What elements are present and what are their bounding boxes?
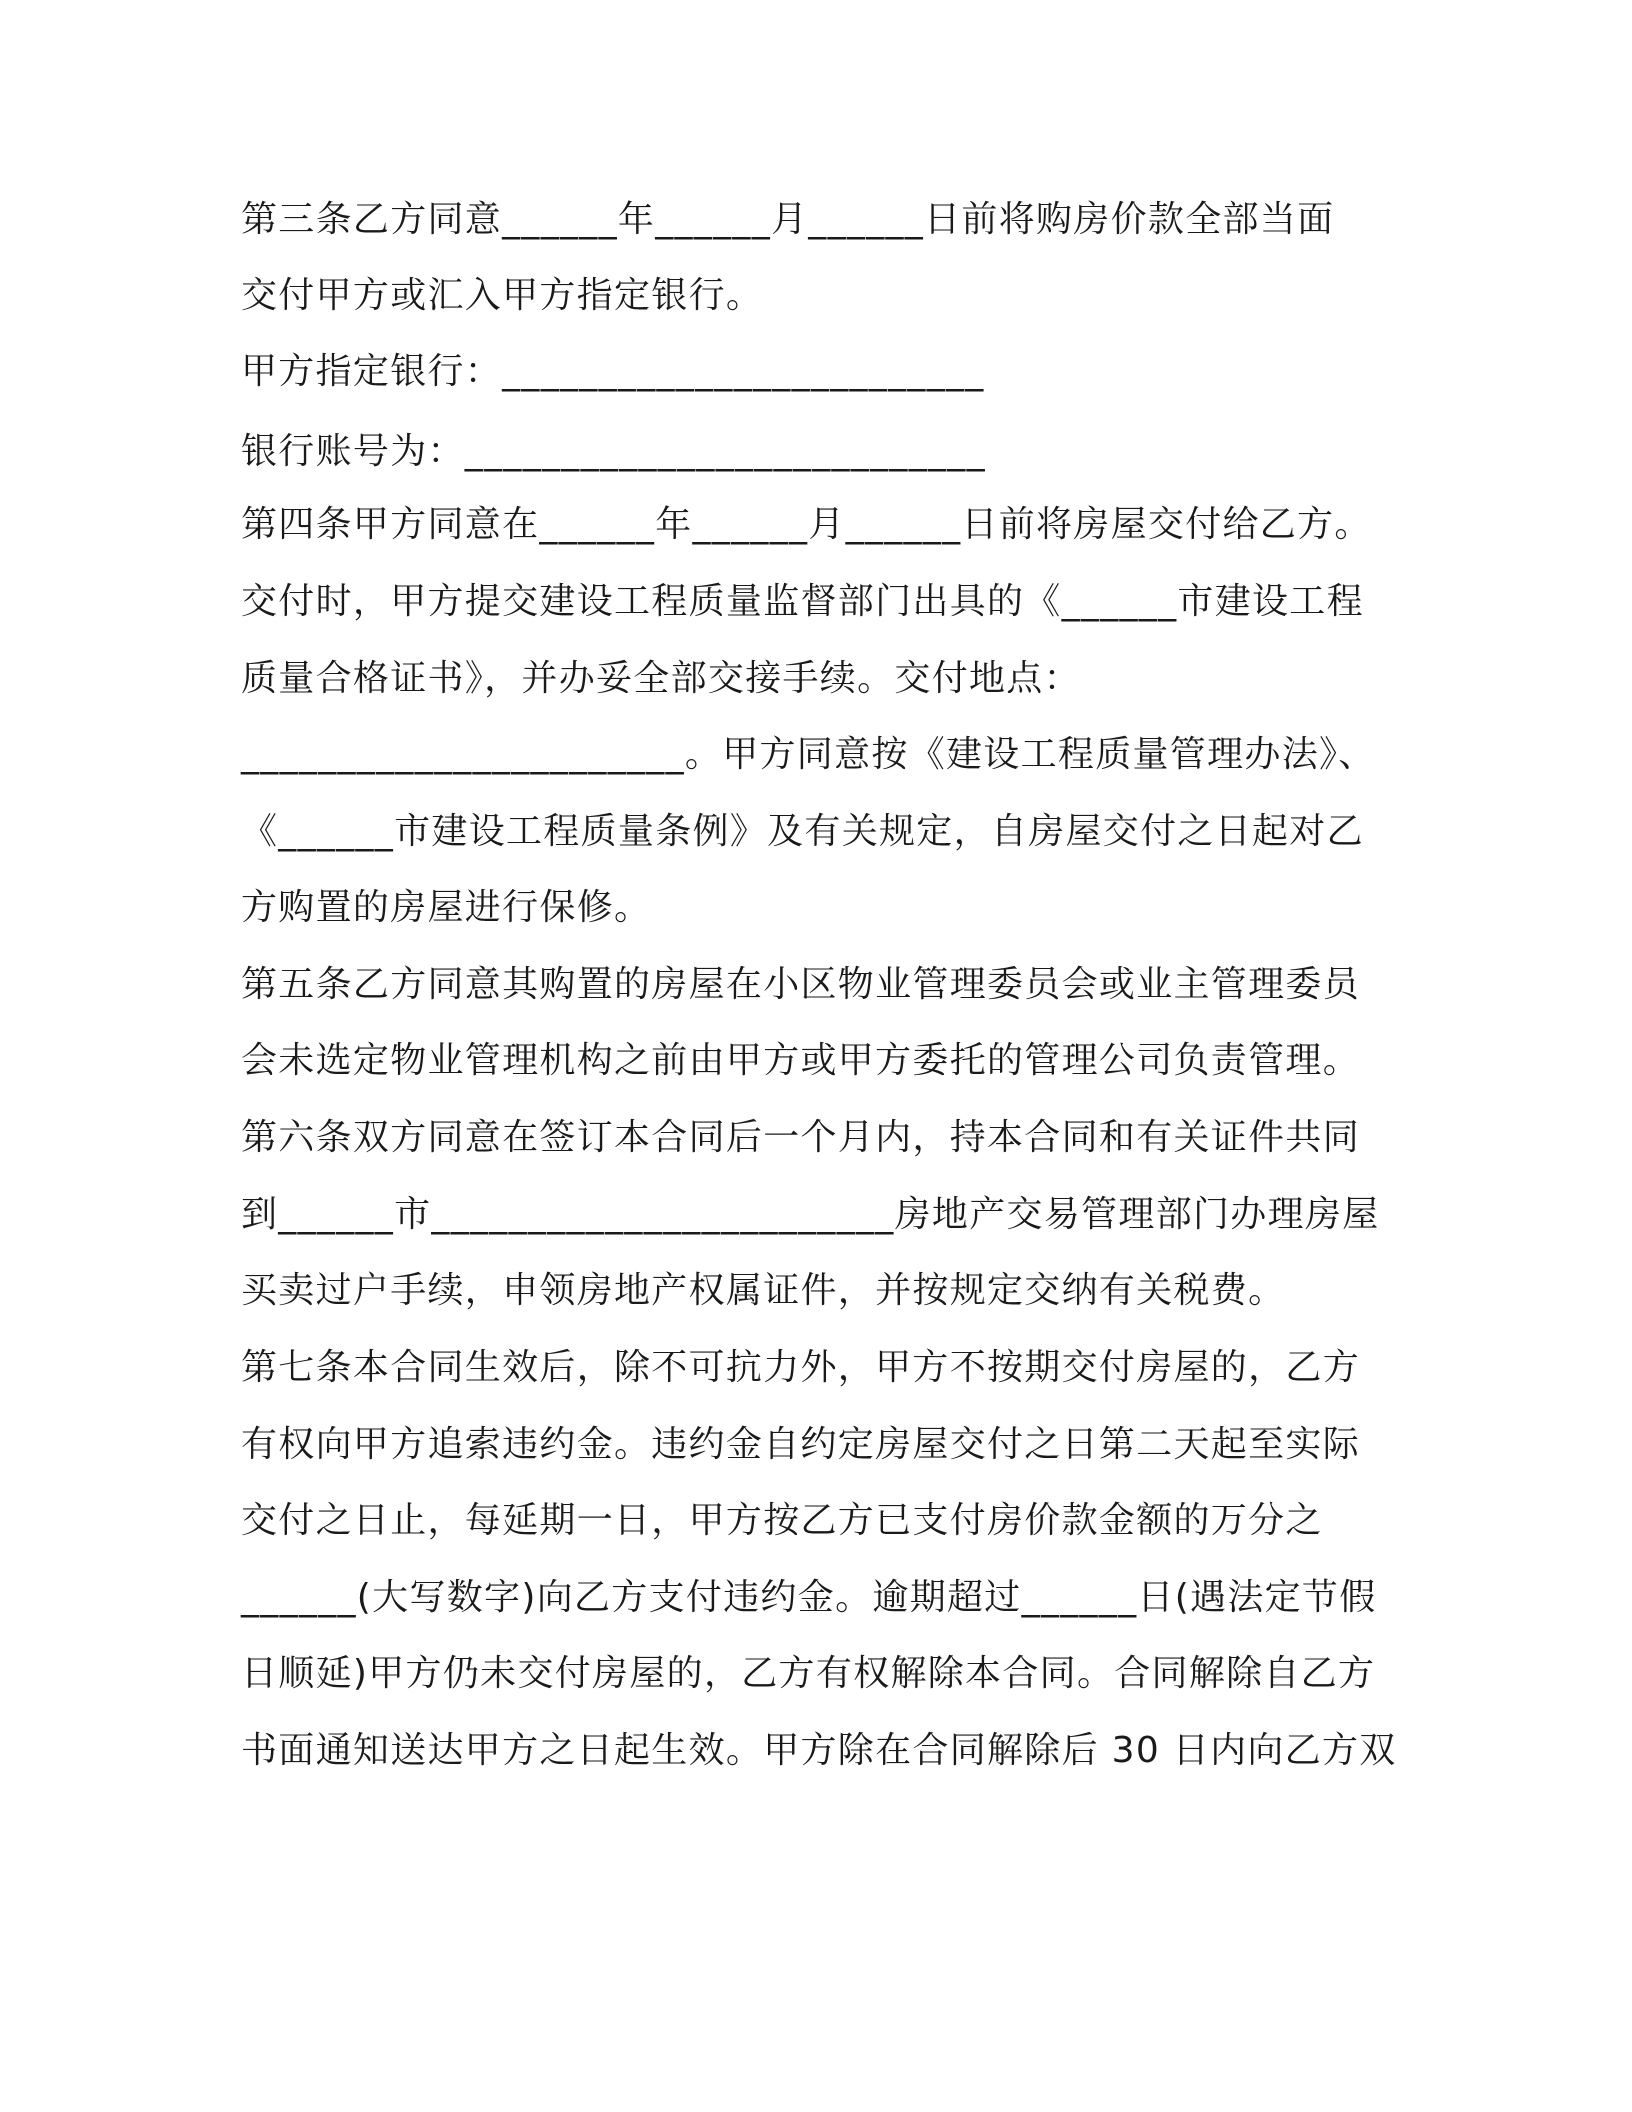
text-line: 第七条本合同生效后，除不可抗力外，甲方不按期交付房屋的，乙方 bbox=[241, 1347, 1361, 1388]
text-line: 第五条乙方同意其购置的房屋在小区物业管理委员会或业主管理委员 bbox=[241, 964, 1361, 1005]
text-line: 甲方指定银行：_________________________ bbox=[241, 351, 985, 392]
text-line: 第四条甲方同意在______年______月______日前将房屋交付给乙方。 bbox=[241, 504, 1372, 545]
text-line: 银行账号为：___________________________ bbox=[241, 431, 986, 472]
text-line: 交付之日止，每延期一日，甲方按乙方已支付房价款金额的万分之 bbox=[241, 1500, 1323, 1541]
text-line: 第三条乙方同意______年______月______日前将购房价款全部当面 bbox=[241, 199, 1335, 240]
text-line: 质量合格证书》，并办妥全部交接手续。交付地点： bbox=[241, 658, 1081, 699]
text-line: 方购置的房屋进行保修。 bbox=[241, 887, 652, 928]
text-line: ______(大写数字)向乙方支付违约金。逾期超过______日(遇法定节假 bbox=[241, 1577, 1377, 1618]
text-line: 交付时，甲方提交建设工程质量监督部门出具的《______市建设工程 bbox=[241, 581, 1364, 622]
text-line: 第六条双方同意在签订本合同后一个月内，持本合同和有关证件共同 bbox=[241, 1117, 1361, 1158]
text-line: 有权向甲方追索违约金。违约金自约定房屋交付之日第二天起至实际 bbox=[241, 1424, 1361, 1465]
text-line: 会未选定物业管理机构之前由甲方或甲方委托的管理公司负责管理。 bbox=[241, 1040, 1361, 1081]
text-line: 书面通知送达甲方之日起生效。甲方除在合同解除后 30 日内向乙方双 bbox=[241, 1730, 1397, 1771]
text-line: 《______市建设工程质量条例》及有关规定，自房屋交付之日起对乙 bbox=[241, 811, 1364, 852]
text-line: _______________________。甲方同意按《建设工程质量管理办法》、 bbox=[241, 734, 1376, 775]
text-line: 日顺延)甲方仍未交付房屋的，乙方有权解除本合同。合同解除自乙方 bbox=[241, 1653, 1376, 1694]
text-line: 到______市________________________房地产交易管理部门办理房屋 bbox=[241, 1194, 1380, 1235]
text-line: 买卖过户手续，申领房地产权属证件，并按规定交纳有关税费。 bbox=[241, 1270, 1286, 1311]
text-line: 交付甲方或汇入甲方指定银行。 bbox=[241, 275, 764, 316]
